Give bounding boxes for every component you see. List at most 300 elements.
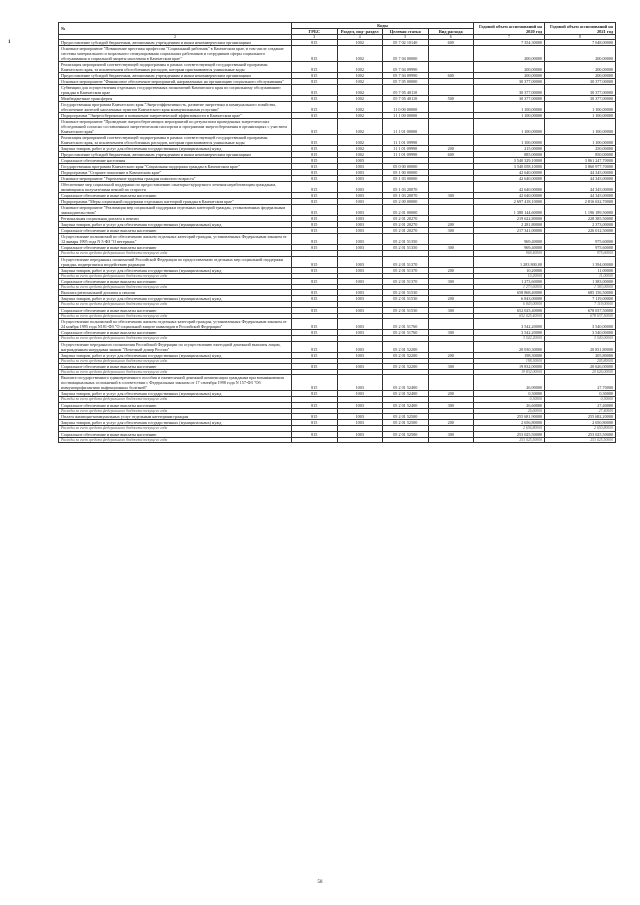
cell-v2: 20 626,00000: [545, 370, 616, 375]
cell-v2: 27,40000: [545, 408, 616, 413]
cell-code: 815: [292, 330, 338, 336]
cell-type: [428, 102, 474, 113]
cell-type: 200: [428, 352, 474, 358]
cell-name: Расходы за счет средств федерального бюджета текущего года: [59, 408, 292, 413]
cell-name: Межбюджетные трансферты: [59, 96, 292, 102]
cell-code: 815: [292, 222, 338, 228]
colnum: 5: [383, 35, 429, 40]
cell-type: 300: [428, 364, 474, 370]
cell-v2: 200,00000: [545, 73, 616, 79]
cell-v2: 1 100,00000: [545, 119, 616, 135]
cell-sec: 1003: [337, 319, 383, 330]
cell-v1: 1 273,60000: [474, 279, 545, 285]
cell-v2: 975,60000: [545, 234, 616, 245]
cell-code: 815: [292, 228, 338, 234]
cell-code: 815: [292, 152, 338, 158]
cell-sec: 1002: [337, 85, 383, 96]
cell-name: Расходы за счет средств федерального бюджета текущего года: [59, 397, 292, 402]
cell-code: 815: [292, 40, 338, 46]
table-row: [59, 46, 616, 62]
cell-v2: 2 816 632,70000: [545, 199, 616, 205]
cell-code: 815: [292, 182, 338, 193]
cell-v1: 1 100,00000: [474, 102, 545, 113]
table-row: [59, 182, 616, 193]
cell-v2: 255 682,20000: [545, 414, 616, 420]
cell-name: Социальное обеспечение и иные выплаты населению: [59, 279, 292, 285]
cell-type: [428, 119, 474, 135]
cell-v1: 42 640,00000: [474, 193, 545, 199]
cell-art: 05 2 01 51530: [383, 307, 429, 313]
cell-v1: 26,60000: [474, 408, 545, 413]
header-section: Раздел, под- раздел: [337, 29, 383, 35]
cell-name: Государственная программа Камчатского края "Социальная поддержка граждан в Камчатском крае": [59, 164, 292, 170]
cell-type: [428, 319, 474, 330]
cell-code: 815: [292, 176, 338, 182]
colnum: 3: [292, 35, 338, 40]
table-row: [59, 319, 616, 330]
cell-v1: 255 681,90000: [474, 414, 545, 420]
table-row: [59, 256, 616, 267]
table-row: [59, 341, 616, 352]
cell-v2: 1 100,00000: [545, 113, 616, 119]
cell-v1: 3 542,20000: [474, 336, 545, 341]
cell-v1: 3 542,20000: [474, 330, 545, 336]
cell-art: 05 7 02 10140: [383, 40, 429, 46]
cell-code: 815: [292, 79, 338, 85]
cell-v1: 1 380 144,60000: [474, 205, 545, 216]
cell-sec: 1003: [337, 164, 383, 170]
cell-v2: 1 100,00000: [545, 102, 616, 113]
cell-v2: 200,00000: [545, 46, 616, 62]
cell-name: Оплата жилищно-коммунальных услуг отдельным категориям граждан: [59, 414, 292, 420]
cell-code: 815: [292, 216, 338, 222]
cell-name: Предоставление субсидий бюджетным, автономным учреждениям и иным некоммерческим организациям: [59, 40, 292, 46]
cell-art: 05 2 01 51370: [383, 279, 429, 285]
cell-sec: 1002: [337, 152, 383, 158]
cell-art: 05 2 01 51350: [383, 234, 429, 245]
cell-name: Социальное обеспечение и иные выплаты населению: [59, 330, 292, 336]
cell-code: 815: [292, 307, 338, 313]
cell-v1: 0,30000: [474, 391, 545, 397]
cell-type: [428, 135, 474, 146]
cell-type: 300: [428, 279, 474, 285]
table-row: [59, 119, 616, 135]
cell-sec: 1003: [337, 228, 383, 234]
cell-v1: 253 025,50000: [474, 437, 545, 442]
cell-name: Осуществление полномочий по обеспечению жильем отдельных категорий граждан, установленных Федеральным законом от 24 ноября 1995 года N181-ФЗ "О социальной защите инвалидов в Российской Федерации": [59, 319, 292, 330]
cell-v1: 42 640,00000: [474, 170, 545, 176]
cell-name: Закупка товаров, работ и услуг для обеспечения государственных (муниципальных) нужд: [59, 222, 292, 228]
cell-type: 200: [428, 267, 474, 273]
cell-art: 05 1 00 00000: [383, 170, 429, 176]
cell-v2: 1 196 189,50000: [545, 205, 616, 216]
cell-art: 05 2 01 51370: [383, 256, 429, 267]
cell-sec: 1002: [337, 96, 383, 102]
cell-sec: 1003: [337, 420, 383, 426]
header-codes: Коды: [292, 23, 474, 29]
cell-v1: 10,20000: [474, 273, 545, 278]
cell-type: [428, 85, 474, 96]
cell-name: Расходы за счет средств федерального бюджета текущего года: [59, 302, 292, 307]
cell-sec: 1003: [337, 279, 383, 285]
cell-v2: 7 648,00000: [545, 40, 616, 46]
cell-v2: 27,40000: [545, 402, 616, 408]
cell-name: Закупка товаров, работ и услуг для обеспечения государственных (муниципальных) нужд: [59, 146, 292, 152]
cell-art: 05 2 01 52200: [383, 341, 429, 352]
cell-v1: 0,30000: [474, 397, 545, 402]
cell-v2: 44 345,00000: [545, 193, 616, 199]
cell-v1: 1 100,00000: [474, 135, 545, 146]
cell-v1: 200,00000: [474, 62, 545, 73]
cell-name: Осуществление переданного полномочия Российской Федерации по осуществлению ежегодной денежной выплаты лицам, награжденным нагрудным знаком "Почетный донор России": [59, 341, 292, 352]
cell-art: 05 7 05 40110: [383, 96, 429, 102]
cell-code: 815: [292, 290, 338, 296]
cell-name: Осуществление полномочий по обеспечению жильем отдельных категорий граждан, установленных Федеральным законом от 12 января 1995 года N 5-ФЗ "О ветеранах": [59, 234, 292, 245]
cell-type: 300: [428, 330, 474, 336]
cell-v2: 253 025,50000: [545, 437, 616, 442]
cell-v2: 975,60000: [545, 245, 616, 251]
cell-code: 815: [292, 256, 338, 267]
cell-code: 815: [292, 267, 338, 273]
cell-code: 815: [292, 85, 338, 96]
cell-sec: 1003: [337, 352, 383, 358]
cell-v2: 44 345,00000: [545, 170, 616, 176]
cell-type: 300: [428, 193, 474, 199]
cell-name: Расходы за счет средств федерального бюджета текущего года: [59, 313, 292, 318]
cell-name: Социальное обеспечение и иные выплаты населению: [59, 228, 292, 234]
cell-name: Выплата государственного единовременного пособия и ежемесячной денежной компенсации гражданам при возникновении поствакцинальных осложнений в соответствии с Федеральным законом от 17 сентября 1998 года N 157-ФЗ "Об иммунопрофилактике инфекционных болезней": [59, 375, 292, 391]
cell-sec: 1002: [337, 46, 383, 62]
cell-name: Подпрограмма "Меры социальной поддержки отдельных категорий граждан в Камчатском крае": [59, 199, 292, 205]
cell-code: 815: [292, 341, 338, 352]
cell-sec: 1002: [337, 102, 383, 113]
cell-sec: 1003: [337, 290, 383, 296]
cell-type: 500: [428, 96, 474, 102]
cell-code: 815: [292, 164, 338, 170]
cell-type: 600: [428, 40, 474, 46]
cell-v2: 250,00000: [545, 146, 616, 152]
cell-v2: 0,30000: [545, 397, 616, 402]
first-column-number: 1: [8, 40, 11, 45]
cell-type: 300: [428, 431, 474, 437]
cell-sec: 1003: [337, 182, 383, 193]
cell-v1: 217 341,00000: [474, 228, 545, 234]
cell-v1: 2 656,80000: [474, 420, 545, 426]
page-number: 58: [317, 880, 323, 885]
cell-v2: 3 860 977,70000: [545, 164, 616, 170]
cell-v1: 30 377,00000: [474, 79, 545, 85]
header-grbs: ГРБС: [292, 29, 338, 35]
cell-type: 200: [428, 420, 474, 426]
cell-v2: 44 345,00000: [545, 176, 616, 182]
cell-name: Основное мероприятие "Реализация мер социальной поддержки отдельных категорий граждан, установленных федеральным законодательством": [59, 205, 292, 216]
cell-sec: 1003: [337, 307, 383, 313]
cell-v2: 3 540,00000: [545, 319, 616, 330]
cell-art: 05 2 01 51350: [383, 245, 429, 251]
cell-type: [428, 46, 474, 62]
table-row: [59, 234, 616, 245]
cell-art: 05 2 01 51760: [383, 330, 429, 336]
cell-art: 11 1 01 09990: [383, 146, 429, 152]
cell-v2: 30 377,00000: [545, 85, 616, 96]
cell-v2: 200,00000: [545, 62, 616, 73]
cell-name: Обеспечение мер социальной поддержки по предоставлению санаторно-курортного лечения неработающим гражданам, являющимся получателями пенсий по старости: [59, 182, 292, 193]
cell-code: 815: [292, 245, 338, 251]
cell-v2: 205,80000: [545, 358, 616, 363]
cell-art: 05 7 05 00000: [383, 79, 429, 85]
cell-code: 815: [292, 193, 338, 199]
cell-v2: 678 037,50000: [545, 307, 616, 313]
cell-sec: 1002: [337, 135, 383, 146]
cell-code: 815: [292, 102, 338, 113]
colnum: 7: [474, 35, 545, 40]
cell-code: 815: [292, 296, 338, 302]
cell-v1: 1 100,00000: [474, 119, 545, 135]
cell-type: [428, 234, 474, 245]
cell-name: Реализация мероприятий соответствующей подпрограммы в рамках соответствующей государственной программы Камчатского края, за исключением обособленных расходов, которым присваиваются уникальные коды: [59, 62, 292, 73]
cell-code: 815: [292, 46, 338, 62]
cell-art: 05 2 00 00000: [383, 199, 429, 205]
cell-v1: 6 843,00000: [474, 302, 545, 307]
cell-v2: 253 025,50000: [545, 431, 616, 437]
header-type: Вид расхода: [428, 29, 474, 35]
cell-art: 05 2 01 52500: [383, 414, 429, 420]
cell-code: 815: [292, 234, 338, 245]
cell-v1: 1 100,00000: [474, 113, 545, 119]
cell-sec: 1003: [337, 402, 383, 408]
cell-art: 05 2 01 52500: [383, 431, 429, 437]
cell-art: 05 2 01 52200: [383, 352, 429, 358]
cell-v1: 200,00000: [474, 46, 545, 62]
cell-v2: 2 650,80000: [545, 420, 616, 426]
cell-v1: 7 354,30000: [474, 40, 545, 46]
table-row: [59, 102, 616, 113]
cell-sec: 1002: [337, 113, 383, 119]
cell-art: 05 2 01 20270: [383, 222, 429, 228]
cell-type: [428, 375, 474, 391]
cell-type: 300: [428, 307, 474, 313]
cell-v1: 3 540 329,10000: [474, 158, 545, 164]
cell-code: 815: [292, 431, 338, 437]
cell-v2: 2 650,80000: [545, 426, 616, 431]
cell-sec: 1003: [337, 296, 383, 302]
cell-name: Социальное обеспечение и иные выплаты населению: [59, 431, 292, 437]
cell-v1: 1 283 800,00: [474, 256, 545, 267]
cell-art: 05 2 01 52400: [383, 375, 429, 391]
cell-v2: 678 037,50000: [545, 313, 616, 318]
cell-art: [383, 437, 429, 442]
cell-art: 05 7 04 09990: [383, 73, 429, 79]
table-row: [59, 205, 616, 216]
cell-name: Расходы за счет средств федерального бюджета текущего года: [59, 358, 292, 363]
cell-v2: 1 394,00000: [545, 256, 616, 267]
cell-v1: 215,00000: [474, 146, 545, 152]
cell-sec: 1003: [337, 222, 383, 228]
cell-v2: 1 383,00000: [545, 279, 616, 285]
cell-v1: 42 640,00000: [474, 182, 545, 193]
cell-v2: 226 012,50000: [545, 228, 616, 234]
cell-v2: 7 119,00000: [545, 296, 616, 302]
cell-name: Расходы за счет средств федерального бюджета текущего года: [59, 273, 292, 278]
cell-code: 815: [292, 375, 338, 391]
cell-name: Региональная социальная доплата к пенсии: [59, 216, 292, 222]
cell-code: 815: [292, 158, 338, 164]
cell-art: 05 7 05 40110: [383, 85, 429, 96]
cell-code: 815: [292, 62, 338, 73]
cell-v1: 253 025,50000: [474, 431, 545, 437]
cell-art: 11 1 01 09990: [383, 135, 429, 146]
cell-name: Социальное обеспечение и иные выплаты населению: [59, 402, 292, 408]
cell-sec: [337, 437, 383, 442]
cell-art: 05 0 00 00000: [383, 164, 429, 170]
cell-v2: 685 156,50000: [545, 290, 616, 296]
cell-name: Осуществление переданных полномочий Российской Федерации по предоставлению отдельных мер социальной поддержки граждан, подвергшихся воздействию радиации: [59, 256, 292, 267]
cell-v2: 3 540,00000: [545, 330, 616, 336]
cell-name: Предоставление субсидий бюджетным, автономным учреждениям и иным некоммерческим организациям: [59, 73, 292, 79]
cell-name: Расходы за счет средств федерального бюджета текущего года: [59, 370, 292, 375]
cell-v1: 219 622,80000: [474, 216, 545, 222]
cell-art: 05 2 01 51760: [383, 319, 429, 330]
cell-sec: 1003: [337, 256, 383, 267]
cell-v2: 11,00000: [545, 273, 616, 278]
colnum: 4: [337, 35, 383, 40]
cell-name: Субвенции для осуществления отдельных государственных полномочий Камчатского края по социальному обслуживанию граждан в Камчатском крае: [59, 85, 292, 96]
header-no: №: [59, 23, 292, 35]
cell-sec: 1003: [337, 205, 383, 216]
cell-sec: 1003: [337, 245, 383, 251]
cell-v2: 205,80000: [545, 352, 616, 358]
cell-code: 815: [292, 73, 338, 79]
cell-code: 815: [292, 352, 338, 358]
cell-sec: 1003: [337, 199, 383, 205]
cell-v1: 3 542,20000: [474, 319, 545, 330]
cell-v1: 652 025,40000: [474, 307, 545, 313]
cell-v1: 1 273,60000: [474, 285, 545, 290]
cell-v1: 19 832,00000: [474, 364, 545, 370]
cell-v2: 30 377,00000: [545, 96, 616, 102]
table-row: [59, 375, 616, 391]
cell-name: Основное мероприятие "Повышение престижа профессии "Социальный работник" в Камчатском крае, в том числе создание системы материального и морального стимулирования социальных работников и сотрудников сферы социального обслуживания и социальной защиты населения в Камчатском крае": [59, 46, 292, 62]
cell-v2: 850,00000: [545, 152, 616, 158]
cell-name: Реализация мероприятий соответствующей подпрограммы в рамках соответствующей государственной программы Камчатского края, за исключением обособленных расходов, которым присваиваются уникальные коды: [59, 135, 292, 146]
cell-type: [428, 205, 474, 216]
table-row: [59, 85, 616, 96]
cell-v2: 1 383,00000: [545, 285, 616, 290]
cell-v1: 10,20000: [474, 267, 545, 273]
cell-art: 05 2 01 51530: [383, 290, 429, 296]
cell-v1: 885,00000: [474, 152, 545, 158]
cell-type: 200: [428, 146, 474, 152]
cell-sec: 1002: [337, 146, 383, 152]
cell-art: 05 1 03 20070: [383, 182, 429, 193]
colnum: 6: [428, 35, 474, 40]
cell-name: Социальное обеспечение населения: [59, 158, 292, 164]
cell-type: 600: [428, 73, 474, 79]
cell-v1: 30 377,00000: [474, 96, 545, 102]
cell-sec: 1002: [337, 40, 383, 46]
cell-v1: 198,30000: [474, 352, 545, 358]
cell-v1: 2 697 418,10000: [474, 199, 545, 205]
cell-code: 815: [292, 402, 338, 408]
cell-v1: 200,00000: [474, 73, 545, 79]
cell-sec: 1002: [337, 73, 383, 79]
cell-sec: 1003: [337, 216, 383, 222]
cell-name: Расходы за счет средств федерального бюджета текущего года: [59, 251, 292, 256]
cell-v1: 30 377,00000: [474, 85, 545, 96]
cell-art: 11 1 01 00000: [383, 119, 429, 135]
colnum: 2: [59, 35, 292, 40]
cell-type: [428, 182, 474, 193]
cell-art: 05 2 01 52400: [383, 391, 429, 397]
cell-sec: 1003: [337, 170, 383, 176]
cell-art: 05 2 01 52200: [383, 364, 429, 370]
cell-sec: 1003: [337, 234, 383, 245]
cell-v1: 20 030,30000: [474, 341, 545, 352]
cell-sec: 1003: [337, 330, 383, 336]
cell-v1: 6 843,00000: [474, 296, 545, 302]
cell-art: 05 2 01 51370: [383, 267, 429, 273]
table-subrow: [59, 437, 616, 442]
cell-name: Выплата региональной доплаты к пенсии: [59, 290, 292, 296]
cell-v1: 658 868,40000: [474, 290, 545, 296]
cell-art: 11 0 00 00000: [383, 102, 429, 113]
cell-art: 11 1 00 00000: [383, 113, 429, 119]
cell-v2: 27,70000: [545, 375, 616, 391]
cell-type: 200: [428, 296, 474, 302]
cell-type: 300: [428, 245, 474, 251]
cell-v2: 0,30000: [545, 391, 616, 397]
cell-art: 05 1 03 20070: [383, 193, 429, 199]
table-body: [59, 40, 616, 443]
header-article: Целевая статья: [383, 29, 429, 35]
cell-type: 300: [428, 402, 474, 408]
cell-code: 815: [292, 414, 338, 420]
cell-sec: 1003: [337, 414, 383, 420]
cell-v2: 7 119,00000: [545, 302, 616, 307]
cell-type: 600: [428, 152, 474, 158]
cell-code: 815: [292, 113, 338, 119]
cell-name: Предоставление субсидий бюджетным, автономным учреждениям и иным некоммерческим организациям: [59, 152, 292, 158]
cell-code: 815: [292, 279, 338, 285]
header-2020: Годовой объем ассигнований на 2020 год: [474, 23, 545, 35]
cell-type: 300: [428, 228, 474, 234]
cell-code: 815: [292, 319, 338, 330]
cell-code: [292, 437, 338, 442]
cell-sec: 1003: [337, 431, 383, 437]
cell-sec: 1003: [337, 267, 383, 273]
cell-v2: 20 626,00000: [545, 364, 616, 370]
cell-code: 815: [292, 205, 338, 216]
cell-code: 815: [292, 170, 338, 176]
cell-sec: 1003: [337, 364, 383, 370]
cell-name: Расходы за счет средств федерального бюджета текущего года: [59, 426, 292, 431]
cell-v2: 2 373,00000: [545, 222, 616, 228]
cell-sec: 1002: [337, 62, 383, 73]
cell-sec: 1002: [337, 119, 383, 135]
cell-type: [428, 256, 474, 267]
cell-type: 200: [428, 222, 474, 228]
document-sheet: [58, 22, 616, 443]
colnum: 8: [545, 35, 616, 40]
cell-code: 815: [292, 420, 338, 426]
cell-name: Социальное обеспечение и иные выплаты населению: [59, 245, 292, 251]
cell-art: 05 2 01 20270: [383, 216, 429, 222]
cell-v1: 3 540 058,10000: [474, 164, 545, 170]
cell-sec: 1003: [337, 341, 383, 352]
cell-v1: 652 025,40000: [474, 313, 545, 318]
cell-name: Социальное обеспечение и иные выплаты населению: [59, 193, 292, 199]
cell-art: 05 7 04 09990: [383, 62, 429, 73]
